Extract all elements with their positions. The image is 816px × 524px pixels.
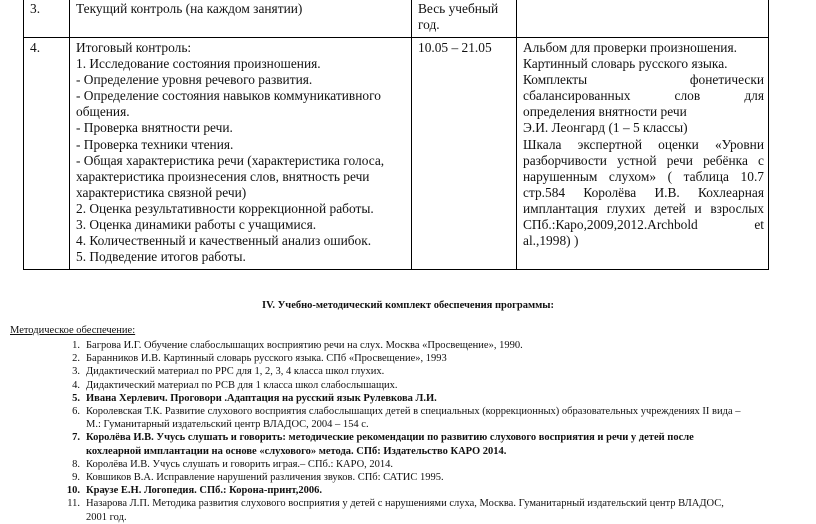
reference-item [0,431,800,457]
text-line: - Определение уровня речевого развития. [76,72,313,88]
reference-number: 2. [72,353,80,365]
methodical-support-heading: Методическое обеспечение: [10,325,136,336]
program-table [23,0,769,270]
reference-text: 2001 год. [86,511,127,523]
material-line: СПб.:Каро,2009,2012.Archbold et [523,217,764,233]
reference-text: Королевская Т.К. Развитие слухового восприятия слабослышащих детей в специальных (коррекционных) образовательных учреждениях II вида – [86,406,741,418]
materials-cell [517,38,769,270]
reference-text: кохлеарной имплантации на основе «слухового» метода. СПб: Издательство КАРО 2014. [86,445,507,457]
material-line: Картинный словарь русского языка. [523,56,728,72]
reference-text: Назарова Л.П. Методика развития слухового восприятия у детей с нарушениями слуха, Москва. Гуманитарный издательский центр ВЛАДОС, [86,498,724,510]
reference-text: Баранников И.В. Картинный словарь русского языка. СПб «Просвещение», 1993 [86,353,447,365]
text-line: - Проверка внятности речи. [76,120,233,136]
text-line: 5. Подведение итогов работы. [76,249,246,265]
text-line: - Определение состояния навыков коммуникативного [76,88,381,104]
text-line: 1. Исследование состояния произношения. [76,56,321,72]
material-line: Альбом для проверки произношения. [523,40,737,55]
material-line: определения внятности речи [523,104,687,120]
text-line: характеристика произнесения слов, внятность речи [76,168,370,184]
period-cell [412,38,517,270]
reference-number: 8. [72,458,80,470]
text-line: год. [418,17,440,33]
reference-item [0,471,800,484]
text-line: 2. Оценка результативности коррекционной работы. [76,200,374,216]
period-cell [412,0,517,38]
reference-item [0,458,800,471]
reference-text: Ивана Херлевич. Проговори .Адаптация на русский язык Рулевкова Л.И. [86,392,437,404]
text-line: Весь учебный [418,1,499,16]
row-number: 4. [24,38,70,270]
reference-text: Дидактический материал по РСВ для 1 класса школ слабослышащих. [86,379,398,391]
text-line: - Общая характеристика речи (характеристика голоса, [76,152,385,168]
reference-number: 3. [72,366,80,378]
reference-text: Краузе Е.Н. Логопедия. СПб.: Корона-принт,2006. [86,485,322,497]
material-line: разборчивости устной речи ребёнка с [523,152,764,168]
text-line: 3. Оценка динамики работы с учащимися. [76,217,317,233]
text-line: Текущий контроль (на каждом занятии) [76,1,303,16]
reference-number: 9. [72,472,80,484]
row-number: 3. [24,0,70,38]
text-line: 10.05 – 21.05 [418,40,492,55]
material-line: нарушенным слухом» ( таблица 10.7 [523,168,764,184]
material-line: имплантация глухих детей и взрослых [523,200,764,216]
material-line: Шкала экспертной оценки «Уровни [523,136,764,152]
text-line: характеристика связной речи) [76,184,247,200]
text-line: общения. [76,104,130,120]
reference-item [0,379,800,392]
reference-text: Багрова И.Г. Обучение слабослышащих восприятию речи на слух. Москва «Просвещение», 1990. [86,340,523,351]
material-line: стр.584 Королёва И.В. Кохлеарная [523,184,764,200]
reference-text: Дидактический материал по РРС для 1, 2, 3, 4 класса школ глухих. [86,366,385,378]
reference-number: 4. [72,379,80,391]
reference-number: 5. [72,392,80,404]
control-description [70,0,412,38]
reference-number: 7. [72,432,80,444]
material-line: al.,1998) ) [523,233,579,249]
reference-number: 6. [72,406,80,418]
reference-number: 11. [67,498,80,510]
table-row-4 [24,38,769,270]
reference-item [0,484,800,497]
reference-item [0,497,800,523]
text-line: Итоговый контроль: [76,40,192,55]
reference-item [0,365,800,378]
reference-item [0,392,800,405]
reference-text: Ковшиков В.А. Исправление нарушений различения звуков. СПб: САТИС 1995. [86,472,444,484]
table-row-3 [24,0,769,38]
material-line: Э.И. Леонгард (1 – 5 классы) [523,120,688,136]
reference-text: М.: Гуманитарный издательский центр ВЛАДОС, 2004 – 154 с. [86,419,369,431]
material-line: Комплекты фонетически [523,72,764,88]
control-description [70,38,412,270]
section-title: IV. Учебно-методический комплект обеспечения программы: [262,300,554,311]
text-line: - Проверка техники чтения. [76,136,234,152]
reference-text: Королёва И.В. Учусь слушать и говорить: методические рекомендации по развитию слухового восприятия и речи у детей после [86,432,694,444]
reference-list [0,339,800,524]
reference-number: 10. [66,485,80,497]
reference-text: Королёва И.В. Учусь слушать и говорить играя.– СПб.: КАРО, 2014. [86,458,394,470]
materials-cell [517,0,769,38]
text-line: 4. Количественный и качественный анализ ошибок. [76,233,372,249]
material-line: сбалансированных слов для [523,88,764,104]
reference-item [0,405,800,431]
reference-number: 1. [72,340,80,351]
reference-item [0,339,800,352]
reference-item [0,352,800,365]
